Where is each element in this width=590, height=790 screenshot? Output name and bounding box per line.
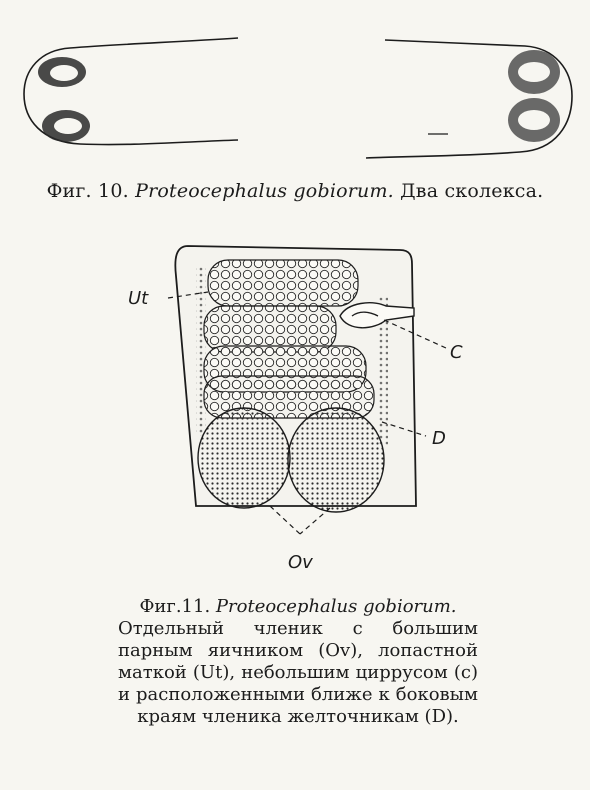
right-scolex-suckers (508, 50, 560, 142)
figure-11-number: Фиг.11. (139, 596, 211, 617)
left-scolex-suckers (38, 57, 90, 142)
figure-11-species: Proteocephalus gobiorum. (215, 596, 457, 617)
label-uterus: Ut (128, 288, 149, 309)
figure-10-illustration (0, 28, 590, 168)
figure-10-species: Proteocephalus gobiorum. (135, 180, 394, 202)
vitellaria-left (196, 266, 206, 436)
figure-10-number: Фиг. 10. (46, 180, 129, 202)
label-ovary: Ov (288, 552, 313, 573)
label-vitellaria: D (432, 428, 446, 449)
figure-11-illustration (0, 236, 590, 576)
label-cirrus: C (450, 342, 463, 363)
figure-10-caption (0, 180, 590, 202)
figure-11-title (118, 596, 478, 618)
figure-10-description: Два сколекса. (400, 180, 544, 202)
figure-11-caption (118, 596, 478, 728)
figure-11-description: Отдельный членик с большим парным яичником (Ov), лопастной маткой (Ut), небольшим циррусом (c) и расположенными ближе к боковым краям членика желточникам (D). (118, 618, 478, 727)
